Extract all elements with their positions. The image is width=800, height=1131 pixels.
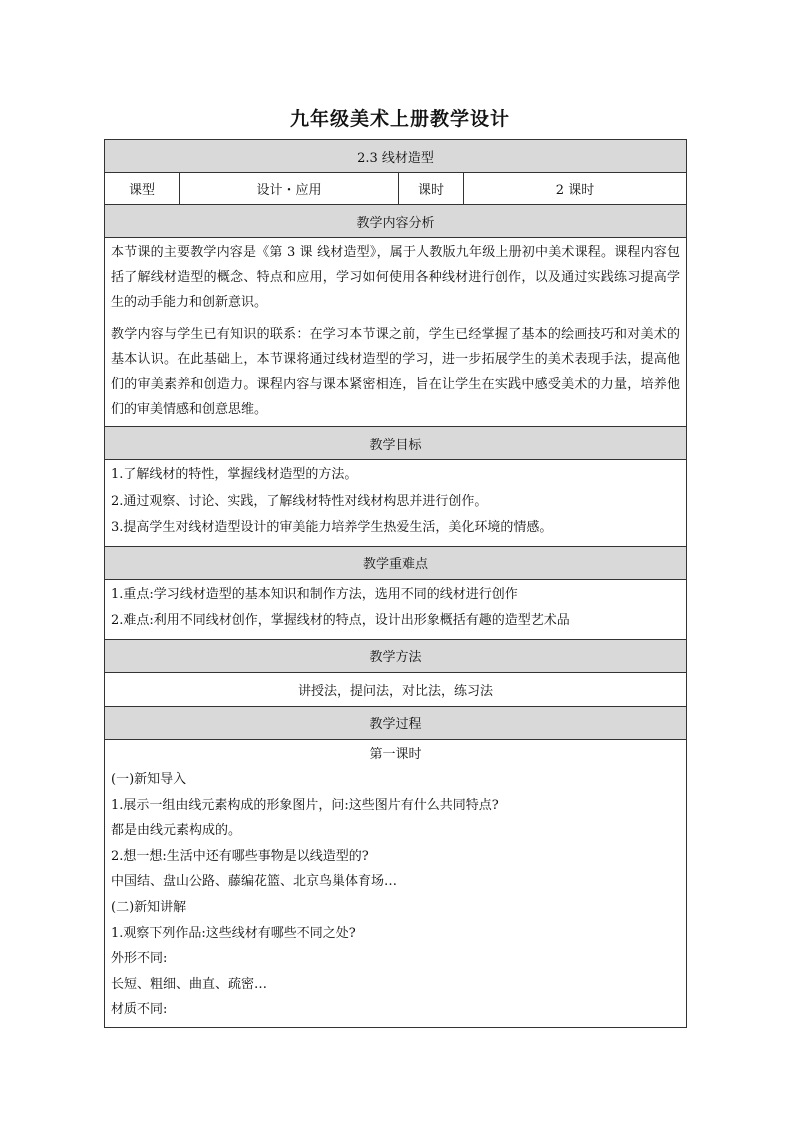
lesson-plan-table: [104, 139, 687, 1028]
process-line: 长短、粗细、曲直、疏密…: [111, 976, 268, 992]
process-line: 中国结、盘山公路、藤编花篮、北京鸟巢体育场…: [111, 874, 398, 890]
lesson-heading: 2.3 线材造型: [105, 140, 687, 173]
methods-body-row: [105, 672, 687, 706]
goals-heading: 教学目标: [105, 427, 687, 460]
analysis-paragraph-2: 教学内容与学生已有知识的联系：在学习本节课之前，学生已经掌握了基本的绘画技巧和对美术的基本认识。在此基础上，本节课将通过线材造型的学习，进一步拓展学生的美术表现手法，提高他们的审美素养和创造力。课程内容与课本紧密相连，旨在让学生在实践中感受美术的力量，培养他们的审美情感和创意思维。: [111, 327, 680, 417]
process-body: [105, 739, 687, 1028]
course-type-value: 设计・应用: [180, 173, 399, 205]
analysis-body: [105, 238, 687, 427]
key-points-heading: 教学重难点: [105, 546, 687, 579]
course-type-label: 课型: [105, 173, 180, 205]
key-point-item: 1.重点:学习线材造型的基本知识和制作方法，选用不同的线材进行创作: [111, 586, 518, 602]
analysis-paragraph-1: 本节课的主要教学内容是《第 3 课 线材造型》，属于人教版九年级上册初中美术课程。课程内容包括了解线材造型的概念、特点和应用，学习如何使用各种线材进行创作，以及通过实践练习提高学生的动手能力和创新意识。: [111, 245, 680, 310]
class-hours-label: 课时: [399, 173, 464, 205]
process-heading: 教学过程: [105, 706, 687, 739]
key-points-body-row: [105, 579, 687, 639]
lesson-heading-row: [105, 140, 687, 173]
key-points-body: [105, 579, 687, 639]
goal-item: 2.通过观察、讨论、实践，了解线材特性对线材构思并进行创作。: [111, 493, 488, 509]
process-line: 都是由线元素构成的。: [111, 823, 242, 839]
meta-row: [105, 173, 687, 205]
goals-heading-row: [105, 427, 687, 460]
process-line: (一)新知导入: [111, 772, 187, 788]
process-line: (二)新知讲解: [111, 900, 187, 916]
analysis-heading-row: [105, 205, 687, 238]
document-title: 九年级美术上册教学设计: [289, 108, 510, 130]
goals-body-row: [105, 460, 687, 547]
methods-heading-row: [105, 639, 687, 672]
process-line: 2.想一想:生活中还有哪些事物是以线造型的?: [111, 848, 369, 864]
goal-item: 1.了解线材的特性，掌握线材造型的方法。: [111, 467, 358, 482]
analysis-heading: 教学内容分析: [105, 205, 687, 238]
methods-value: 讲授法，提问法，对比法，练习法: [105, 672, 687, 706]
process-line: 1.展示一组由线元素构成的形象图片，问:这些图片有什么共同特点?: [111, 797, 499, 813]
goals-body: [105, 460, 687, 547]
process-heading-row: [105, 706, 687, 739]
process-line: 外形不同:: [111, 951, 168, 967]
process-line: 1.观察下列作品:这些线材有哪些不同之处?: [111, 925, 356, 941]
goal-item: 3.提高学生对线材造型设计的审美能力培养学生热爱生活，美化环境的情感。: [111, 520, 553, 535]
class-hours-value: 2 课时: [464, 173, 687, 205]
analysis-body-row: [105, 238, 687, 427]
key-points-heading-row: [105, 546, 687, 579]
process-line: 材质不同:: [111, 1002, 168, 1018]
methods-heading: 教学方法: [105, 639, 687, 672]
key-point-item: 2.难点:利用不同线材创作，掌握线材的特点，设计出形象概括有趣的造型艺术品: [111, 613, 570, 628]
process-session-title: 第一课时: [369, 746, 422, 762]
process-body-row: [105, 739, 687, 1028]
